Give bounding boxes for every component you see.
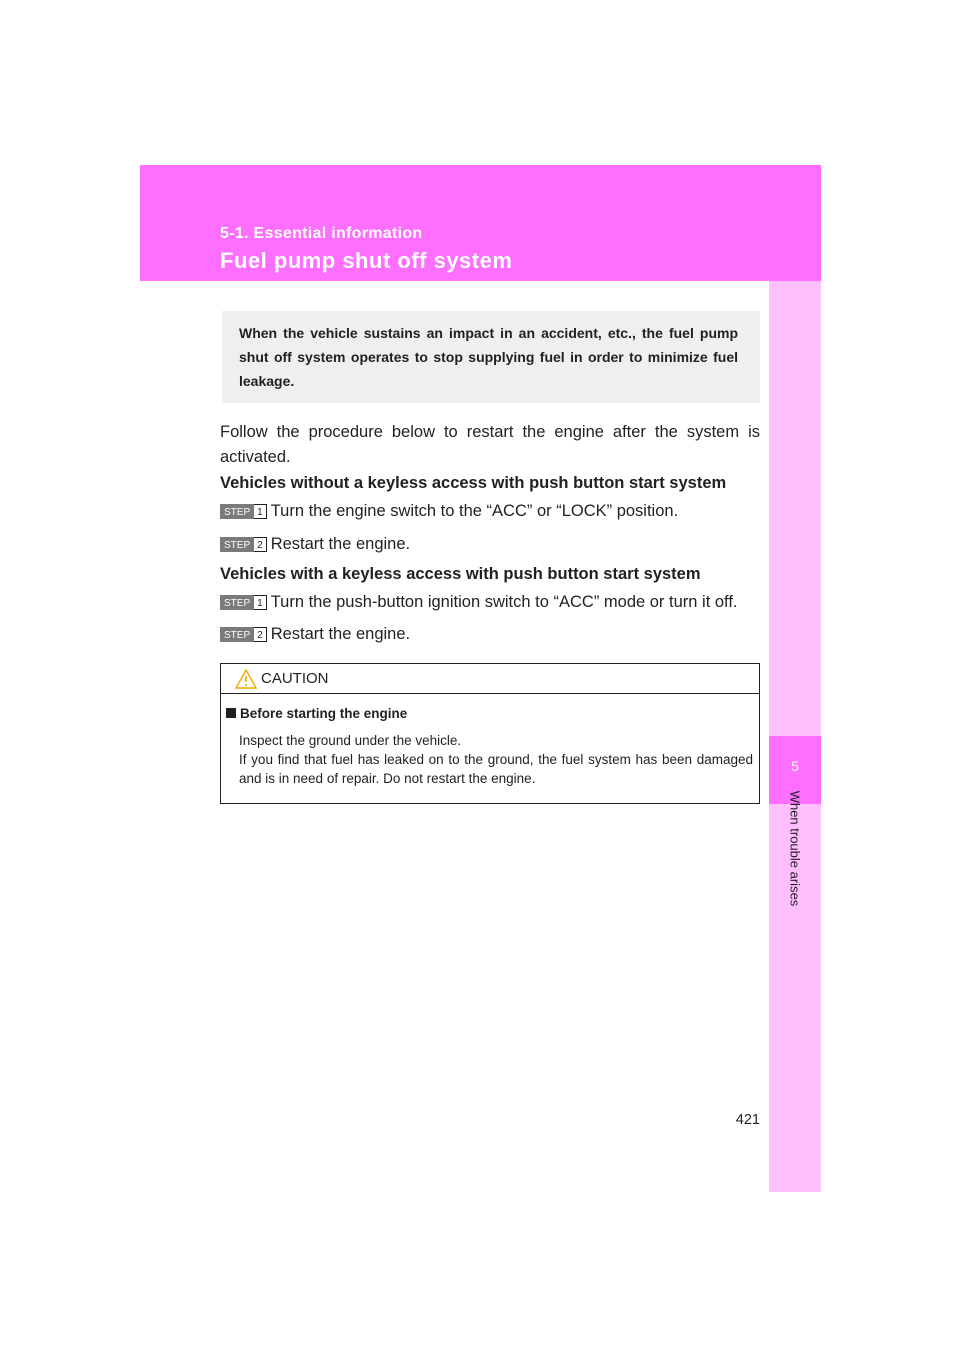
procedure-intro: Follow the procedure below to restart the engine after the system is activated. xyxy=(220,423,760,466)
chapter-side-tab[interactable] xyxy=(769,281,821,1192)
step-item xyxy=(220,591,738,613)
step-badge: STEP 1 xyxy=(220,595,267,610)
step-text: Turn the push-button ignition switch to “ACC” mode or turn it off. xyxy=(270,592,738,611)
section-label: 5-1. Essential information xyxy=(220,225,423,242)
warning-triangle-icon xyxy=(235,669,257,694)
step-item xyxy=(220,623,410,645)
caution-line: If you find that fuel has leaked on to the ground, the fuel system has been damaged and is in need of repair. Do not restart the engine. xyxy=(239,752,753,786)
step-text: Restart the engine. xyxy=(270,534,411,553)
step-text: Restart the engine. xyxy=(270,624,411,643)
caution-box xyxy=(220,663,760,804)
step-badge: STEP 2 xyxy=(220,627,267,642)
step-badge: STEP 2 xyxy=(220,537,267,552)
caution-line: Inspect the ground under the vehicle. xyxy=(239,733,462,748)
page-title: Fuel pump shut off system xyxy=(220,248,513,273)
group-heading-with-keyless: Vehicles with a keyless access with push button start system xyxy=(220,565,701,583)
caution-body xyxy=(239,731,753,788)
chapter-number: 5 xyxy=(791,758,799,774)
step-text: Turn the engine switch to the “ACC” or “LOCK” position. xyxy=(270,501,679,520)
caution-subheading: Before starting the engine xyxy=(226,706,407,721)
chapter-title: When trouble arises xyxy=(787,790,803,907)
group-heading-without-keyless: Vehicles without a keyless access with push button start system xyxy=(220,474,727,492)
intro-box xyxy=(222,311,760,403)
step-badge: STEP 1 xyxy=(220,504,267,519)
page-number: 421 xyxy=(735,1112,760,1128)
step-item xyxy=(220,533,410,555)
bullet-square-icon xyxy=(226,708,236,718)
step-item xyxy=(220,500,678,522)
caution-header xyxy=(221,664,759,694)
intro-text: When the vehicle sustains an impact in an accident, etc., the fuel pump shut off system operates to stop supplying fuel in order to minimize fuel leakage. xyxy=(239,325,738,389)
caution-title: CAUTION xyxy=(261,670,329,687)
page-header xyxy=(140,165,821,281)
